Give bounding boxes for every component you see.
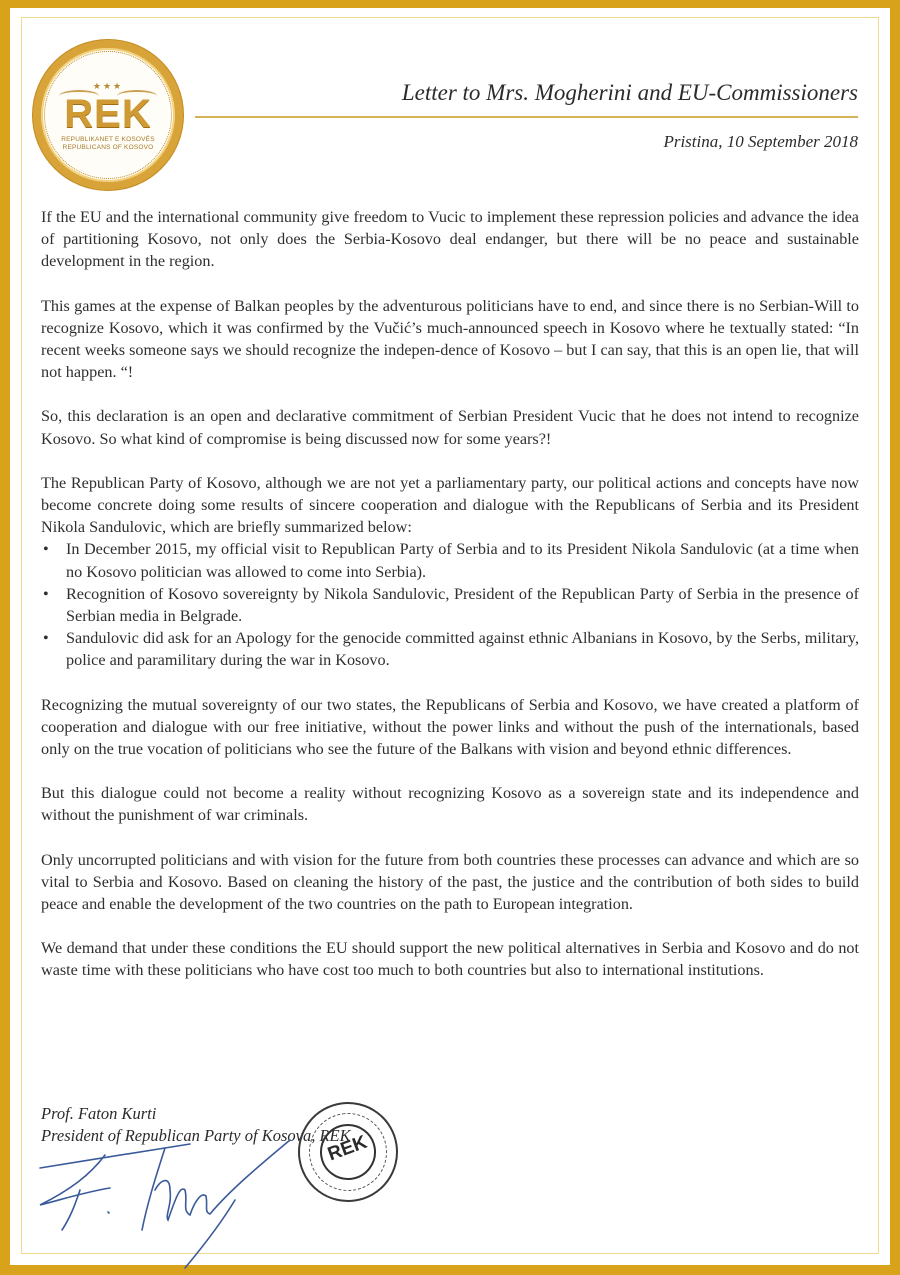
paragraph: If the EU and the international community give freedom to Vucic to implement these repression policies and advance the idea of partitioning Kosovo, not only does the Serbia-Kosovo deal endanger, but there will be no peace and sustainable development in the region. [41,208,859,271]
signatory-role: President of Republican Party of Kosova, REK [41,1126,351,1145]
bullet-icon: • [43,629,49,648]
rek-logo [33,40,183,190]
bullet-icon: • [43,540,49,559]
paragraph: Recognizing the mutual sovereignty of our two states, the Republicans of Serbia and Kosovo, we have created a platform of cooperation and dialogue with our free initiative, without the power links and without the push of the internationals, based only on the true vocation of politicians who see the future of the Balkans with vision and beyond ethnic differences. [41,695,859,759]
paragraph: Only uncorrupted politicians and with vision for the future from both countries these processes can advance and which are so vital to Serbia and Kosovo. Based on cleaning the history of the past, the justice and the contribution of both sides to build peace and enable the development of the two countries on the path to European integration. [41,850,859,914]
letter-date: Pristina, 10 September 2018 [663,132,858,151]
list-item [41,627,859,671]
summary-list [41,538,859,671]
logo-subtitle-english: REPUBLICANS OF KOSOVO [62,144,154,151]
paragraph: But this dialogue could not become a reality without recognizing Kosovo as a sovereign state and its independence and without the punishment of war criminals. [41,784,859,825]
logo-subtitle-albanian: REPUBLIKANET E KOSOVËS [61,136,155,143]
list-item [41,538,859,582]
signatory-name: Prof. Faton Kurti [41,1104,157,1123]
list-item [41,583,859,627]
handwritten-signature-icon [30,1130,320,1270]
stamp-text: REK [324,1131,370,1166]
list-item-text: In December 2015, my official visit to Republican Party of Serbia and to its President Nikola Sandulovic (at a time when no Kosovo politician was allowed to come into Serbia). [66,540,859,581]
letter-body [41,206,859,1004]
bullet-icon: • [43,584,49,603]
list-item-text: Sandulovic did ask for an Apology for the genocide committed against ethnic Albanians in Kosovo, by the Serbs, military, police and paramilitary during the war in Kosovo. [66,629,859,670]
paragraph: The Republican Party of Kosovo, although we are not yet a parliamentary party, our political actions and concepts have now become concrete doing some results of sincere cooperation and dialogue with the Republicans of Serbia and its President Nikola Sandulovic, which are briefly summarized below: [41,473,859,537]
logo-wordmark: REK [64,92,152,136]
list-item-text: Recognition of Kosovo sovereignty by Nikola Sandulovic, President of the Republican Party of Serbia in the presence of Serbian media in Belgrade. [66,584,859,626]
letter-title: Letter to Mrs. Mogherini and EU-Commissioners [401,80,858,105]
paragraph: So, this declaration is an open and declarative commitment of Serbian President Vucic that he does not intend to recognize Kosovo. So what kind of compromise is being discussed now for some years?! [41,407,859,448]
logo-stars-icon: ★★★ [92,82,124,92]
title-divider [195,116,858,118]
paragraph: We demand that under these conditions the EU should support the new political alternatives in Serbia and Kosovo and do not waste time with these politicians who have cost too much to both countries but also to international institutions. [41,939,859,980]
paragraph: This games at the expense of Balkan peoples by the adventurous politicians have to end, and since there is no Serbian-Will to recognize Kosovo, which it was confirmed by the Vučić’s much-announced speech in Kosovo where he textually stated: “In recent weeks someone says we should recognize the indepen-dence of Kosovo – but I can say, that this is an open lie, that will not happen. “! [41,296,859,382]
